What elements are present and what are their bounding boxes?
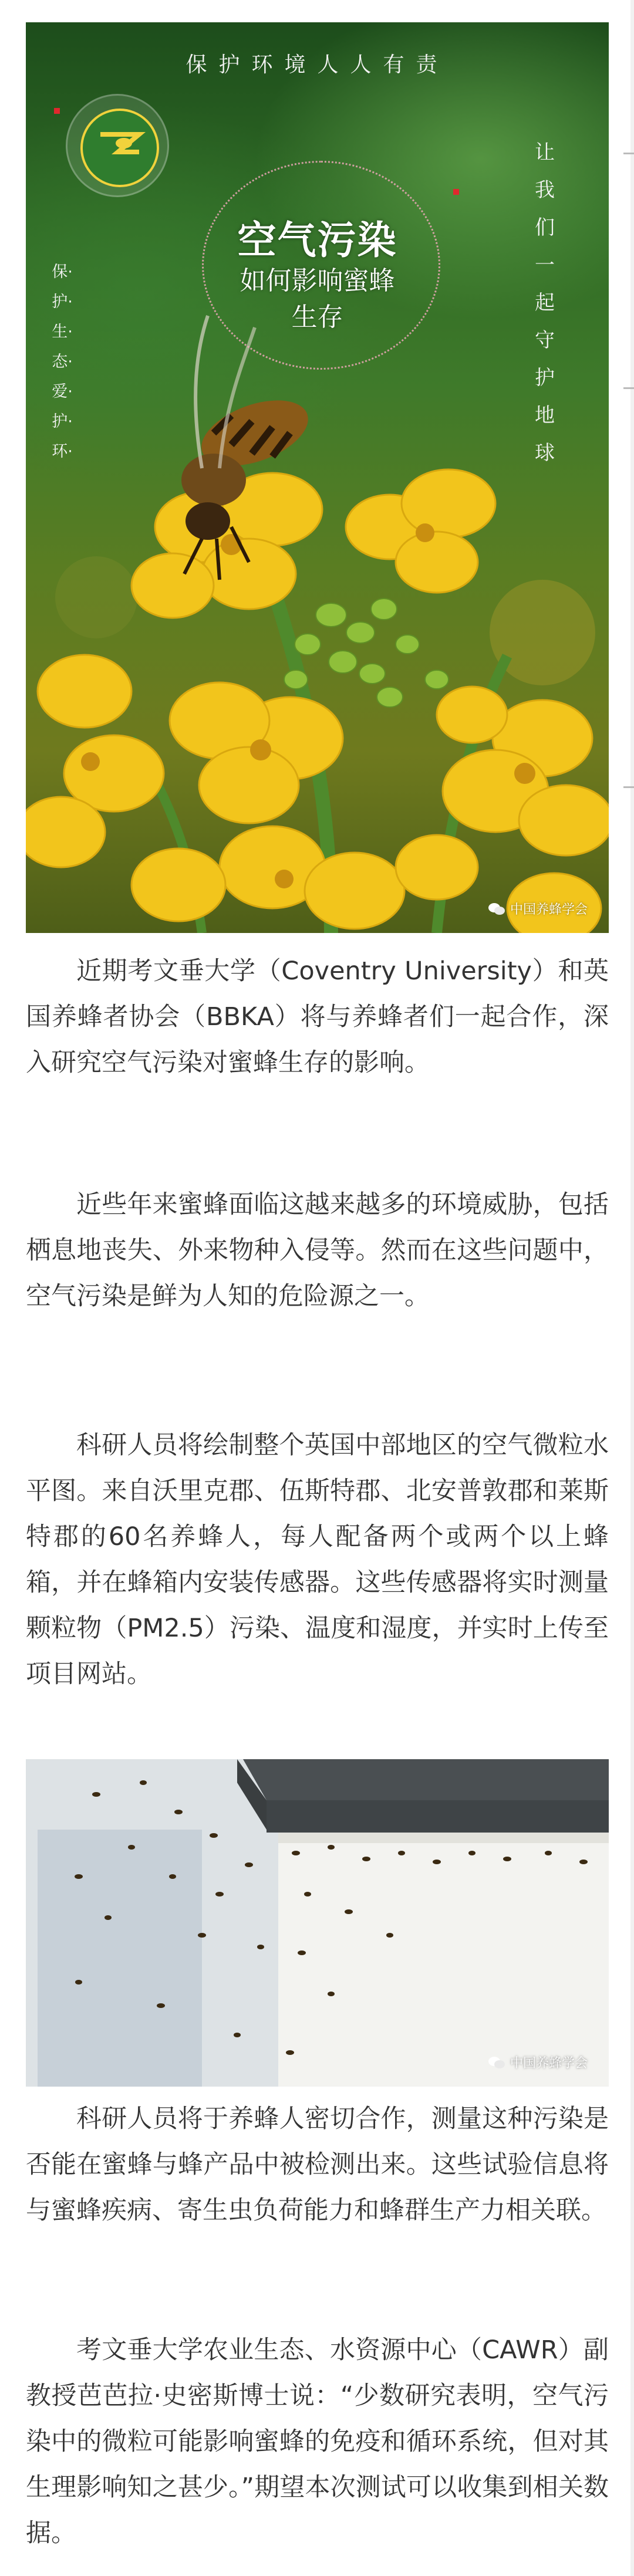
article-paragraph: 近期考文垂大学（Coventry University）和英国养蜂者协会（BBKA）将与养蜂者们一起合作，深入研究空气污染对蜜蜂生存的影响。 (26, 956, 609, 1077)
cover-image (26, 22, 609, 933)
society-logo (66, 94, 169, 197)
watermark-text: 中国养蜂学会 (510, 2056, 588, 2071)
scroll-marker (623, 786, 634, 788)
left-vertical-slogan: 保·护·生·态·爱·护·环· (52, 263, 73, 461)
beehive-photo (26, 1759, 609, 2087)
scroll-marker (623, 153, 634, 154)
watermark-text: 中国养蜂学会 (510, 902, 588, 917)
top-slogan: 保护环境人人有责 (186, 53, 449, 77)
wechat-icon (488, 2056, 505, 2070)
article-paragraph: 科研人员将绘制整个英国中部地区的空气微粒水平图。来自沃里克郡、伍斯特郡、北安普敦郡和莱斯特郡的60名养蜂人，每人配备两个或两个以上蜂箱，并在蜂箱内安装传感器。这些传感器将实时测量颗粒物（PM2.5）污染、温度和湿度，并实时上传至项目网站。 (26, 1431, 609, 1689)
beehive-illustration (26, 1759, 609, 2087)
cover-subheadline-line: 如何影响蜜蜂 (240, 266, 395, 296)
page-scroll-edge (630, 0, 634, 2576)
hive-photo-watermark (488, 2053, 588, 2071)
wechat-icon (488, 902, 505, 916)
scroll-marker (623, 387, 634, 389)
cover-headline: 空气污染 (237, 218, 397, 263)
cover-subheadline (26, 263, 609, 336)
article-paragraph: 考文垂大学农业生态、水资源中心（CAWR）副教授芭芭拉·史密斯博士说：“少数研究表明，空气污染中的微粒可能影响蜜蜂的免疫和循环系统，但对其生理影响知之甚少。”期望本次测试可以收集到相关数据。 (26, 2335, 609, 2548)
article-paragraph: 科研人员将于养蜂人密切合作，测量这种污染是否能在蜜蜂与蜂产品中被检测出来。这些试验信息将与蜜蜂疾病、寄生虫负荷能力和蜂群生产力相关联。 (26, 2104, 609, 2225)
bee-society-logo-icon (80, 109, 159, 187)
right-vertical-slogan: 让我们一起守护地球 (535, 141, 555, 465)
red-dot-decoration (453, 189, 459, 195)
article-paragraph: 近些年来蜜蜂面临这越来越多的环境威胁，包括栖息地丧失、外来物种入侵等。然而在这些问题中，空气污染是鲜为人知的危险源之一。 (26, 1190, 609, 1311)
cover-watermark (488, 900, 588, 918)
cover-subheadline-line: 生存 (291, 302, 343, 332)
red-dot-decoration (54, 108, 60, 114)
